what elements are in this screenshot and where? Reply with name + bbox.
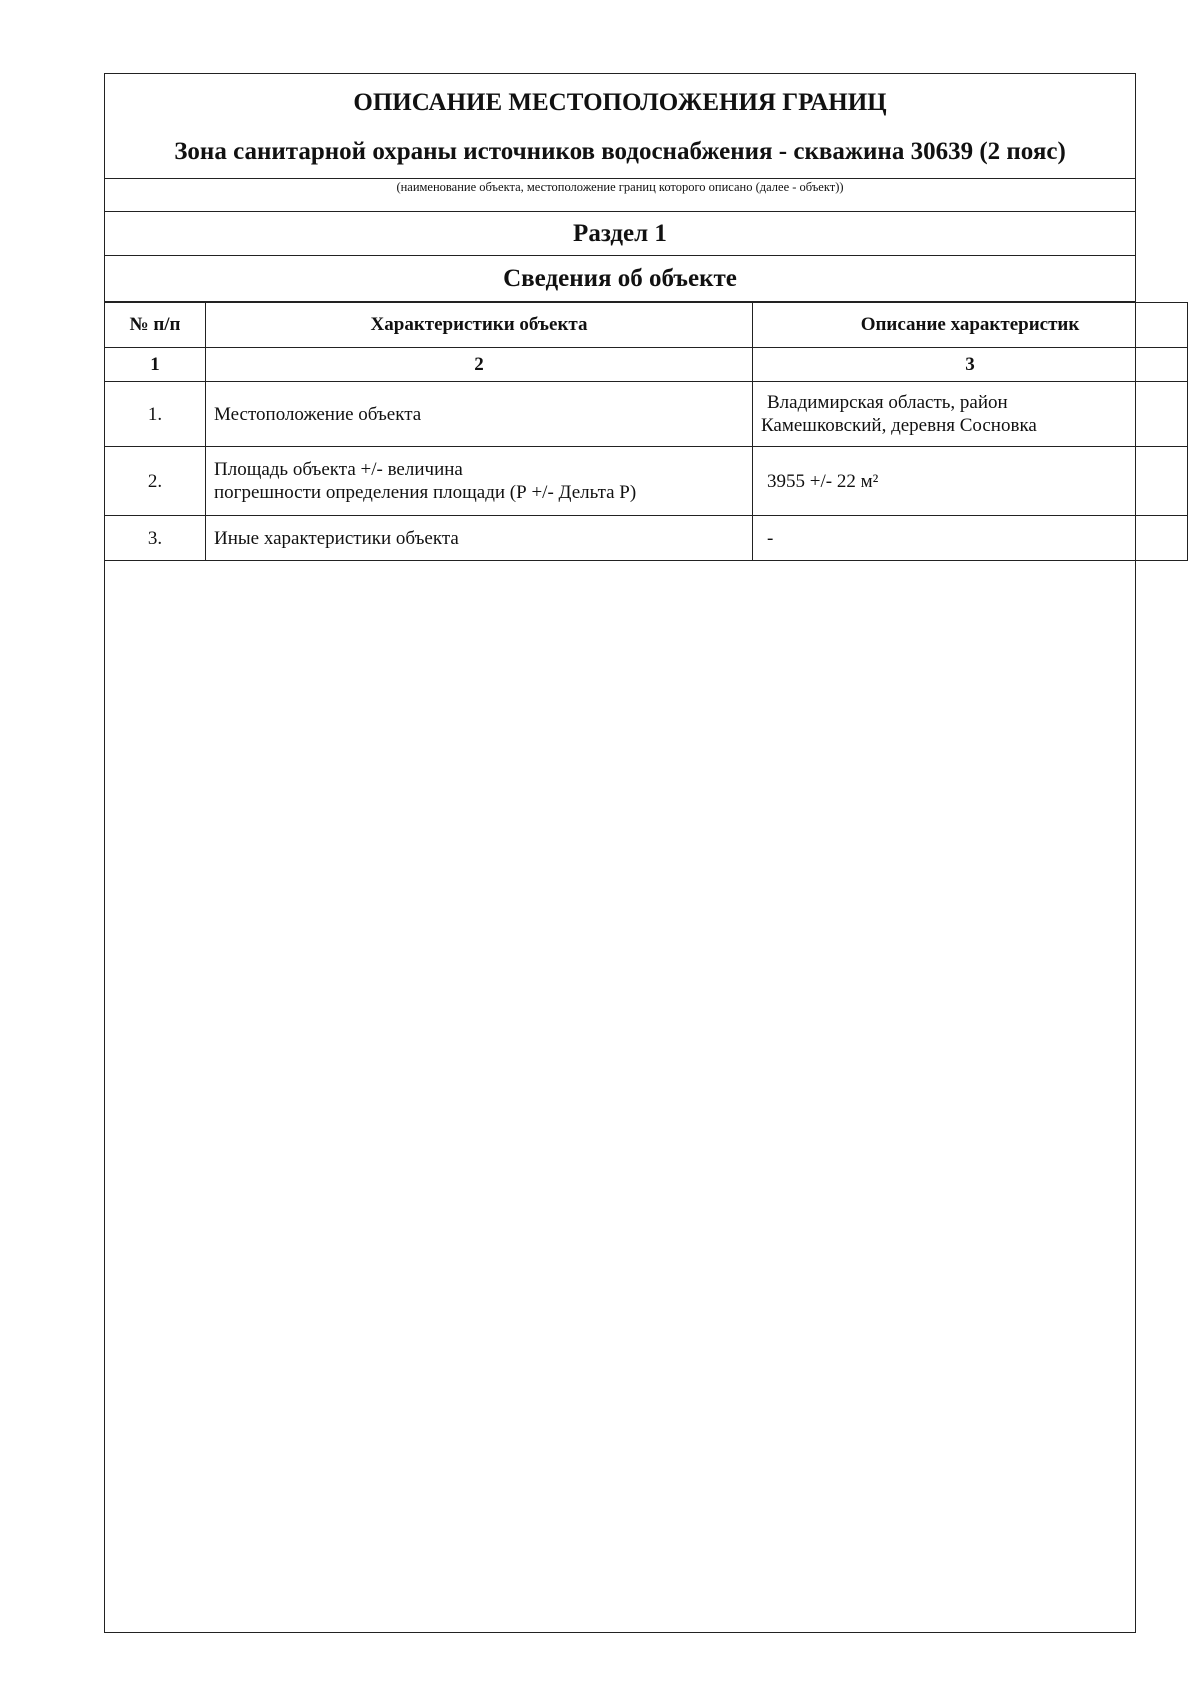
row-description <box>753 447 1188 516</box>
document-frame <box>104 73 1136 1633</box>
table-row <box>105 447 1188 516</box>
table-row <box>105 516 1188 561</box>
header-description: Описание характеристик <box>753 303 1188 348</box>
row-number: 3. <box>105 516 206 561</box>
object-info-table <box>104 302 1188 561</box>
section-title: Сведения об объекте <box>105 256 1135 302</box>
object-name: Зона санитарной охраны источников водоснабжения - скважина 30639 (2 пояс) <box>105 132 1135 179</box>
row-characteristic <box>206 516 753 561</box>
characteristic-line: Площадь объекта +/- величина <box>214 459 463 480</box>
column-number: 1 <box>105 348 206 382</box>
row-description <box>753 382 1188 447</box>
description-line: Владимирская область, район <box>767 392 1008 413</box>
column-number: 3 <box>753 348 1188 382</box>
header-number: № п/п <box>105 303 206 348</box>
document-title: ОПИСАНИЕ МЕСТОПОЛОЖЕНИЯ ГРАНИЦ <box>353 89 887 116</box>
object-caption: (наименование объекта, местоположение границ которого описано (далее - объект)) <box>396 180 844 194</box>
table-header-row <box>105 303 1188 348</box>
description-line: 3955 +/- 22 м² <box>767 470 879 492</box>
row-characteristic <box>206 447 753 516</box>
column-number-row <box>105 348 1188 382</box>
description-line: Камешковский, деревня Сосновка <box>761 415 1037 436</box>
column-number: 2 <box>206 348 753 382</box>
row-number: 2. <box>105 447 206 516</box>
table-row <box>105 382 1188 447</box>
characteristic-line: погрешности определения площади (Р +/- Дельта Р) <box>214 482 637 503</box>
row-description <box>753 516 1188 561</box>
description-line: - <box>767 527 774 549</box>
row-number: 1. <box>105 382 206 447</box>
section-heading: Раздел 1 <box>105 211 1135 256</box>
characteristic-line: Иные характеристики объекта <box>214 527 459 549</box>
object-caption-row <box>105 179 1135 209</box>
header-characteristic: Характеристики объекта <box>206 303 753 348</box>
characteristic-line: Местоположение объекта <box>214 403 422 425</box>
row-characteristic <box>206 382 753 447</box>
